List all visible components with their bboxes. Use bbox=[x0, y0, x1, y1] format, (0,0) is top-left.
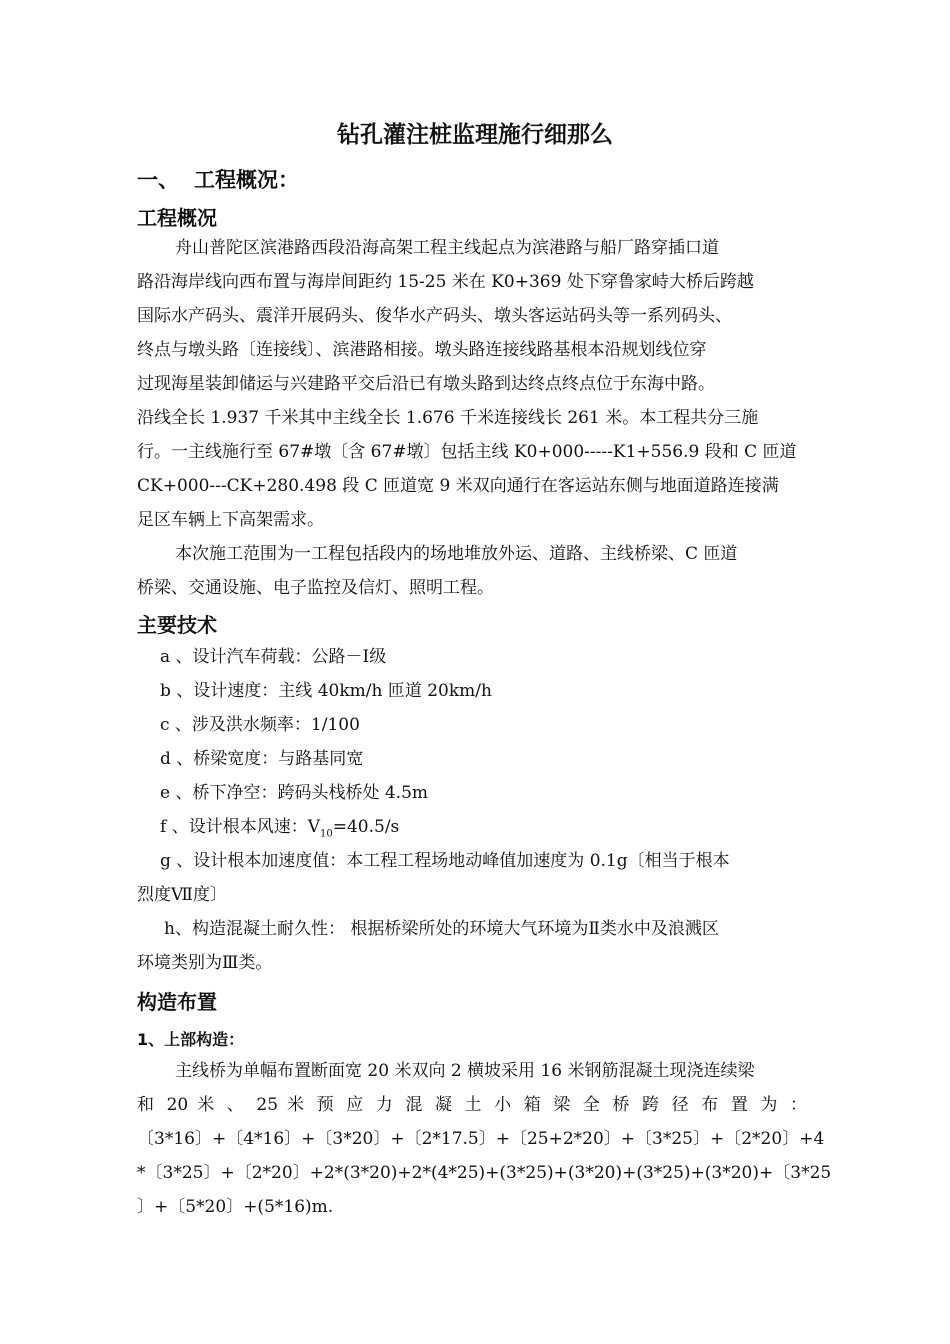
overview-para1-line: 行。一主线施行至 67#墩〔含 67#墩〕包括主线 K0+000-----K1+556.9 段和 C 匝道 bbox=[137, 442, 797, 462]
overview-para1-line: 舟山普陀区滨港路西段沿海高架工程主线起点为滨港路与船厂路穿插口道 bbox=[175, 238, 719, 258]
overview-para2-line: 本次施工范围为一工程包括段内的场地堆放外运、道路、主线桥梁、C 匝道 bbox=[175, 544, 738, 564]
overview-para1-line: 终点与墩头路〔连接线〕、滨港路相接。墩头路连接线路基根本沿规划线位穿 bbox=[137, 340, 707, 360]
tech-item-a: a 、设计汽车荷载：公路－Ⅰ级 bbox=[160, 647, 387, 667]
overview-para1-line: 足区车辆上下高架需求。 bbox=[137, 510, 324, 530]
section-number: 一、 bbox=[137, 168, 179, 192]
tech-item-g-cont: 烈度Ⅶ度〕 bbox=[137, 885, 227, 905]
overview-para1-line: 路沿海岸线向西布置与海岸间距约 15-25 米在 K0+369 处下穿鲁家峙大桥后跨越 bbox=[137, 272, 754, 292]
tech-item-f-text: f 、设计根本风速：V bbox=[160, 817, 320, 837]
tech-item-h: h、构造混凝土耐久性： 根据桥梁所处的环境大气环境为Ⅱ类水中及浪溅区 bbox=[164, 919, 719, 939]
tech-item-e: e 、桥下净空：跨码头栈桥处 4.5m bbox=[160, 783, 429, 803]
overview-para1-line: 过现海星装卸储运与兴建路平交后沿已有墩头路到达终点终点位于东海中路。 bbox=[137, 374, 715, 394]
tech-heading: 主要技术 bbox=[137, 613, 217, 637]
layout-line: 主线桥为单幅布置断面宽 20 米双向 2 横坡采用 16 米钢筋混凝土现浇连续梁 bbox=[175, 1061, 755, 1081]
layout-line: 〕+〔5*20〕+(5*16)m. bbox=[137, 1197, 334, 1217]
upper-structure-heading: 1、上部构造： bbox=[137, 1030, 245, 1049]
layout-line: 和 20 米 、 25 米 预 应 力 混 凝 土 小 箱 梁 全 桥 跨 径 布 置 为 ： bbox=[137, 1095, 807, 1115]
overview-para1-line: 国际水产码头、震洋开展码头、俊华水产码头、墩头客运站码头等一系列码头、 bbox=[137, 306, 732, 326]
tech-item-c: c 、涉及洪水频率：1/100 bbox=[160, 715, 360, 735]
layout-heading: 构造布置 bbox=[137, 990, 217, 1014]
tech-item-f-value: =40.5/s bbox=[332, 817, 400, 837]
section-heading-1 bbox=[137, 164, 299, 194]
tech-item-f bbox=[160, 816, 830, 845]
tech-item-h-cont: 环境类别为Ⅲ类。 bbox=[137, 953, 273, 973]
layout-line: 〔3*16〕+〔4*16〕+〔3*20〕+〔2*17.5〕+〔25+2*20〕+〔3*25〕+〔2*20〕+4 bbox=[137, 1129, 825, 1149]
overview-heading: 工程概况 bbox=[137, 206, 217, 230]
tech-item-f-subscript: 10 bbox=[319, 828, 333, 840]
tech-item-d: d 、桥梁宽度：与路基同宽 bbox=[160, 749, 364, 769]
document-title: 钻孔灌注桩监理施行细那么 bbox=[337, 122, 613, 148]
overview-para1-line: 沿线全长 1.937 千米其中主线全长 1.676 千米连接线长 261 米。本工程共分三施 bbox=[137, 408, 759, 428]
overview-para1-line: CK+000---CK+280.498 段 C 匝道宽 9 米双向通行在客运站东侧与地面道路连接满 bbox=[137, 476, 779, 496]
overview-para2-line: 桥梁、交通设施、电子监控及信灯、照明工程。 bbox=[137, 578, 494, 598]
tech-item-g: g 、设计根本加速度值：本工程工程场地动峰值加速度为 0.1g〔相当于根本 bbox=[160, 851, 730, 871]
tech-item-b: b 、设计速度：主线 40km/h 匝道 20km/h bbox=[160, 681, 492, 701]
layout-line: *〔3*25〕+〔2*20〕+2*(3*20)+2*(4*25)+(3*25)+(3*20)+(3*25)+(3*20)+〔3*25 bbox=[137, 1163, 832, 1183]
section-title: 工程概况： bbox=[194, 168, 299, 192]
